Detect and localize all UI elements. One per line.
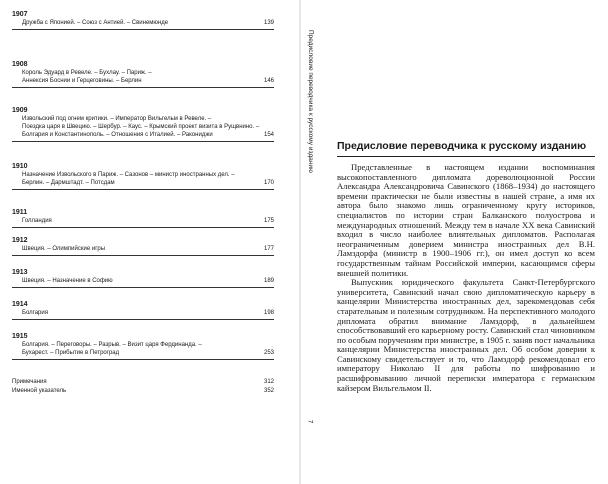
toc-entry-text: Швеция. – Олимпийские игры <box>22 246 106 252</box>
toc-entry-page: 175 <box>263 218 274 224</box>
heading-rule <box>337 156 595 157</box>
toc-entry-text: Голландия <box>22 218 52 224</box>
toc-divider <box>12 319 274 320</box>
toc-entry <box>12 69 274 77</box>
page-number: 7 <box>306 419 314 424</box>
toc-entry-page: 154 <box>263 132 274 138</box>
toc-entry-page: 139 <box>263 20 274 26</box>
toc-entry-text: Болгария и Константинополь. – Отношения с Италией. – Ракониджи <box>22 132 213 138</box>
toc-entry-page: 189 <box>263 278 274 284</box>
toc-group <box>12 332 274 378</box>
toc-year: 1908 <box>12 61 28 68</box>
toc-year: 1911 <box>12 209 28 216</box>
toc-group <box>12 106 274 162</box>
toc-entry <box>12 131 274 139</box>
toc-entry <box>12 77 274 85</box>
toc-entry-text: Примечания <box>12 379 47 385</box>
toc-entry <box>12 277 274 285</box>
toc-entry-text: Дружба с Японией. – Союз с Антией. – Свинемюнде <box>22 20 169 26</box>
toc-group <box>12 300 274 332</box>
toc-entry-page: 312 <box>263 379 274 385</box>
paragraph: Представленные в настоящем издании воспоминания высокопоставленного дипломата дореволюционной России Александра Александровича Савинского (1868–1934) до настоящего времени практически не были известны в нашей стране, а имя их автора было знакомо лишь ограниченному кругу историков, специалистов по истории стран Балканского полуострова и международных отношений. Между тем в начале XX века Савинский входил в число наиболее влиятельных дипломатов. Располагая неограниченным доверием министра иностранных дел В.Н. Ламздорфа (министр в 1900–1906 гг.), он имел доступ ко всем государственным тайнам Российской империи, касающимся сферы внешней политики. <box>337 162 595 278</box>
toc-year: 1914 <box>12 301 28 308</box>
toc-entry-page: 177 <box>263 246 274 252</box>
toc-year: 1907 <box>12 11 28 18</box>
toc-divider <box>12 87 274 88</box>
toc-divider <box>12 29 274 30</box>
toc-group <box>12 10 274 60</box>
toc-group <box>12 236 274 268</box>
toc-group <box>12 208 274 236</box>
paragraph: Выпускник юридического факультета Санкт-Петербургского университета, Савинский начал свою дипломатическую карьеру в канцелярии Министерства иностранных дел, зарекомендовав себя старательным и полезным сотрудником. На перспективного молодого дипломата обратил внимание Ламздорф, в дальнейшем способствовавший его карьерному росту. Савинский стал чиновником по особым поручениям при министре, в 1905 г. заняв пост начальника канцелярии Министерства иностранных дел. Об особом доверии к Савинскому свидетельствует и то, что Ламздорф рекомендовал его императору Николаю II для работы по шифрованию и расшифровыванию личной переписки императора с германским кайзером Вильгельмом II. <box>337 277 595 393</box>
toc-entry <box>12 349 274 357</box>
toc-entry-text: Берлин. – Дармштадт. – Потсдам <box>22 180 115 186</box>
toc-entry-text: Болгария <box>22 310 48 316</box>
toc-entry-page: 146 <box>263 78 274 84</box>
toc-group <box>12 162 274 208</box>
toc-year: 1915 <box>12 333 28 340</box>
toc-entry <box>12 115 274 123</box>
toc-entry-notes <box>12 378 274 387</box>
running-head-text: Предисловие переводчика к русскому изданию <box>307 30 314 173</box>
toc-group <box>12 60 274 106</box>
table-of-contents <box>12 10 274 396</box>
toc-entry <box>12 179 274 187</box>
toc-entry-text: Аннексия Боснии и Герцеговины. – Берлин <box>22 78 142 84</box>
toc-divider <box>12 227 274 228</box>
toc-entry <box>12 123 274 131</box>
toc-entry <box>12 19 274 27</box>
toc-entry-text: Бухарест. – Прибытие в Петроград <box>22 350 120 356</box>
toc-entry-page: 253 <box>263 350 274 356</box>
body-text <box>337 163 595 393</box>
book-gutter <box>299 0 301 484</box>
toc-year: 1913 <box>12 269 28 276</box>
toc-entry <box>12 341 274 349</box>
toc-entry-text: Поездка царя в Швецию. – Шербур. – Каус. – Крымский проект визита в Рущвнино. – <box>22 124 260 130</box>
toc-entry-page: 170 <box>263 180 274 186</box>
toc-entry <box>12 171 274 179</box>
toc-entry-page: 352 <box>263 388 274 394</box>
toc-entry-text: Болгария. – Переговоры. – Разрыв. – Визит царя Фердинанда. – <box>22 342 202 348</box>
toc-divider <box>12 255 274 256</box>
toc-divider <box>12 287 274 288</box>
toc-entry <box>12 309 274 317</box>
right-page <box>302 0 608 484</box>
toc-entry-text: Швеция. – Назначение в Софию <box>22 278 113 284</box>
toc-year: 1909 <box>12 107 28 114</box>
left-page <box>0 0 300 484</box>
toc-entry-index <box>12 387 274 396</box>
chapter-heading: Предисловие переводчика к русскому изданию <box>337 140 587 152</box>
toc-entry-text: Назначение Извольского в Париж. – Сазонов – министр иностранных дел. – <box>22 172 235 178</box>
toc-entry-text: Именной указатель <box>12 388 67 394</box>
running-head <box>303 30 315 180</box>
toc-year: 1910 <box>12 163 28 170</box>
toc-divider <box>12 359 274 360</box>
toc-entry-text: Король Эдуард в Ревеле. – Бухлау. – Париж. – <box>22 70 152 76</box>
toc-entry <box>12 245 274 253</box>
toc-entry-page: 198 <box>263 310 274 316</box>
toc-divider <box>12 141 274 142</box>
toc-divider <box>12 189 274 190</box>
toc-entry <box>12 217 274 225</box>
toc-year: 1912 <box>12 237 28 244</box>
toc-group <box>12 268 274 300</box>
toc-entry-text: Извольский под огнем критики. – Император Вильгельм в Ревеле. – <box>22 116 212 122</box>
